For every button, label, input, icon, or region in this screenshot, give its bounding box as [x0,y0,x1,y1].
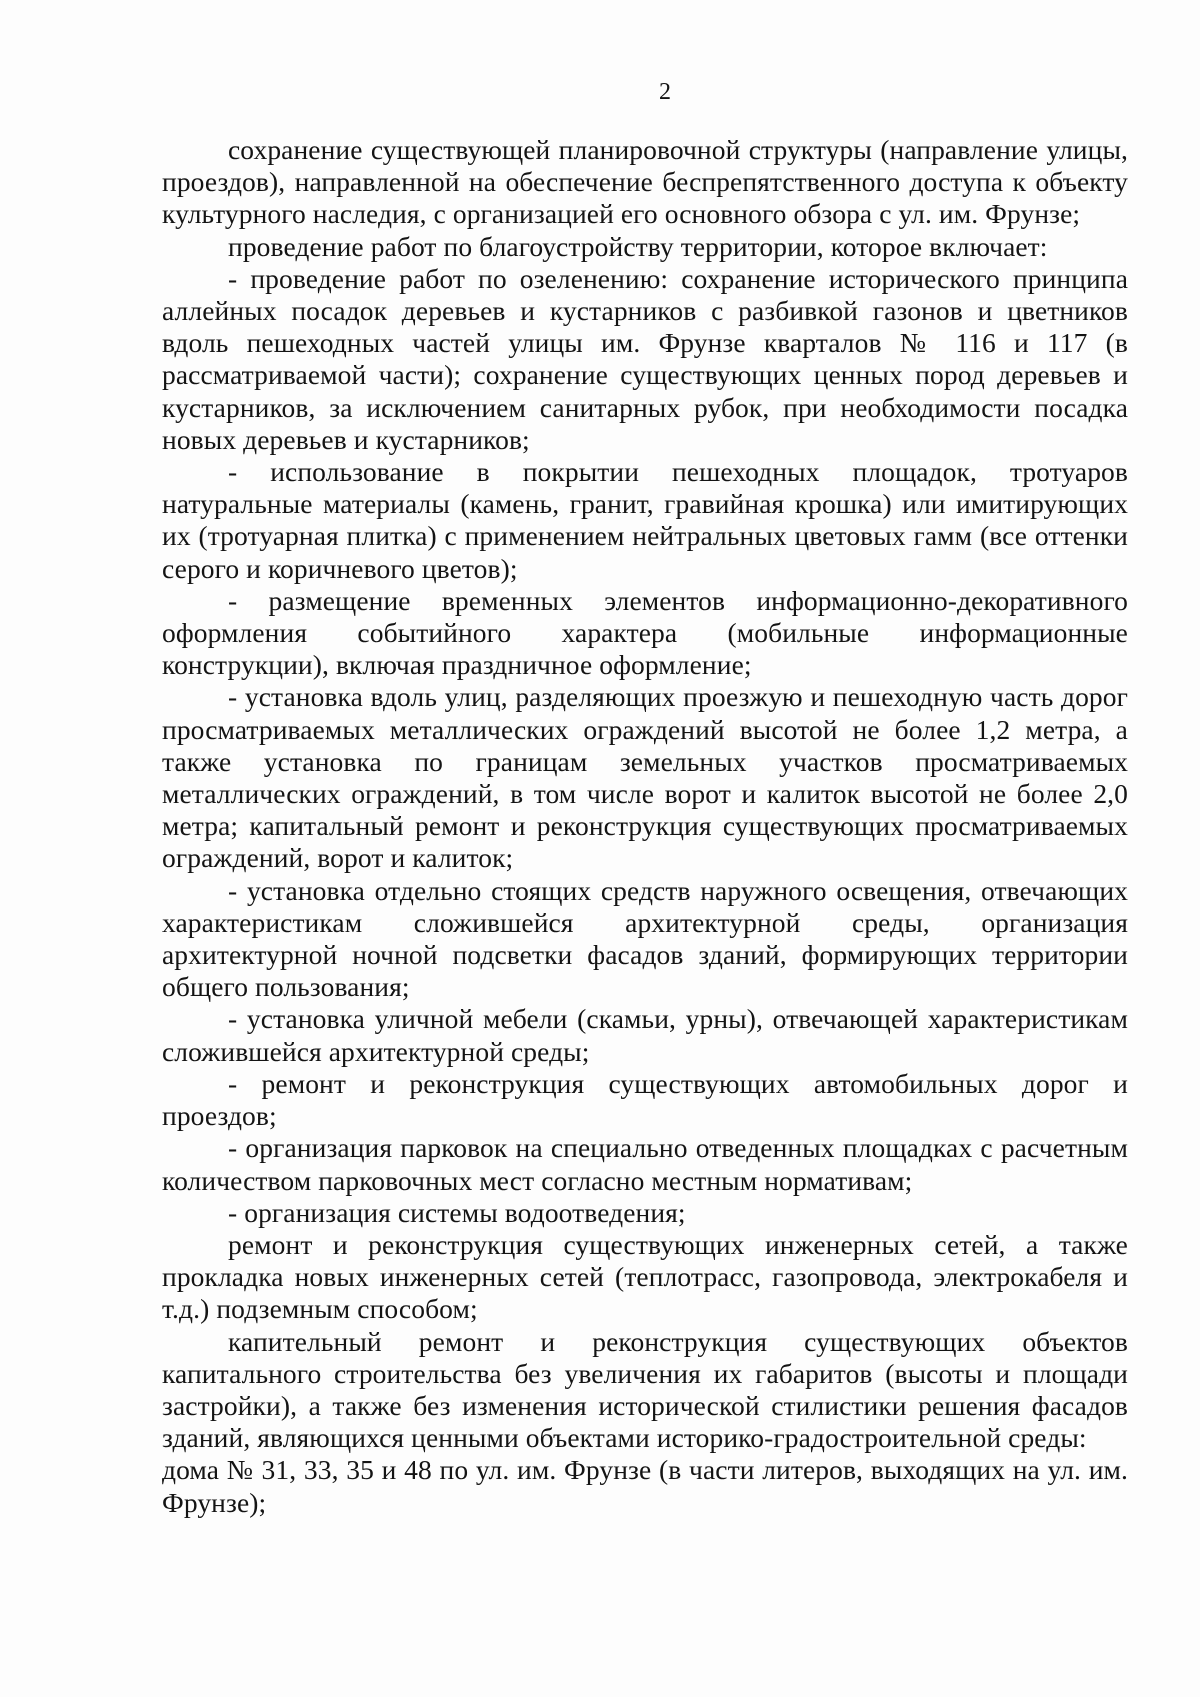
paragraph-planning-structure: сохранение существующей планировочной структуры (направление улицы, проездов), направленной на обеспечение беспрепятственного доступа к объекту культурного наследия, с организацией его основного обзора с ул. им. Фрунзе; [162,134,1128,230]
paragraph-houses-list: дома № 31, 33, 35 и 48 по ул. им. Фрунзе (в части литеров, выходящих на ул. им. Фрунзе); [162,1454,1128,1518]
paragraph-parking: - организация парковок на специально отведенных площадках с расчетным количеством парковочных мест согласно местным нормативам; [162,1132,1128,1196]
paragraph-temporary-decor: - размещение временных элементов информационно-декоративного оформления событийного характера (мобильные информационные конструкции), включая праздничное оформление; [162,584,1128,681]
paragraph-drainage: - организация системы водоотведения; [228,1196,686,1228]
paragraph-fencing: - установка вдоль улиц, разделяющих проезжую и пешеходную часть дорог просматриваемых металлических ограждений высотой не более 1,2 метра, а также установка по границам земельных участков просматриваемых металлических ограждений, в том числе ворот и калиток высотой не более 2,0 метра; капитальный ремонт и реконструкция существующих просматриваемых ограждений, ворот и калиток; [162,681,1128,874]
paragraph-capital-repair: капительный ремонт и реконструкция существующих объектов капитального строительства без увеличения их габаритов (высоты и площади застройки), а также без изменения исторической стилистики решения фасадов зданий, являющихся ценными объектами историко-градостроительной среды: [162,1325,1128,1454]
paragraph-street-furniture: - установка уличной мебели (скамьи, урны), отвечающей характеристикам сложившейся архитектурной среды; [162,1003,1128,1067]
paragraph-greening: - проведение работ по озеленению: сохранение исторического принципа аллейных посадок деревьев и кустарников с разбивкой газонов и цветников вдоль пешеходных частей улицы им. Фрунзе кварталов № 116 и 117 (в рассматриваемой части); сохранение существующих ценных пород деревьев и кустарников, за исключением санитарных рубок, при необходимости посадка новых деревьев и кустарников; [162,262,1128,455]
document-body [162,134,1128,1519]
paragraph-landscaping-intro: проведение работ по благоустройству территории, которое включает: [228,230,1048,262]
paragraph-utility-networks: ремонт и реконструкция существующих инженерных сетей, а также прокладка новых инженерных сетей (теплотрасс, газопровода, электрокабеля и т.д.) подземным способом; [162,1228,1128,1325]
paragraph-paving-materials: - использование в покрытии пешеходных площадок, тротуаров натуральные материалы (камень, гранит, гравийная крошка) или имитирующих их (тротуарная плитка) с применением нейтральных цветовых гамм (все оттенки серого и коричневого цветов); [162,456,1128,584]
paragraph-lighting: - установка отдельно стоящих средств наружного освещения, отвечающих характеристикам сложившейся архитектурной среды, организация архитектурной ночной подсветки фасадов зданий, формирующих территории общего пользования; [162,874,1128,1003]
page-number: 2 [659,79,671,105]
paragraph-road-repair: - ремонт и реконструкция существующих автомобильных дорог и проездов; [162,1067,1128,1132]
